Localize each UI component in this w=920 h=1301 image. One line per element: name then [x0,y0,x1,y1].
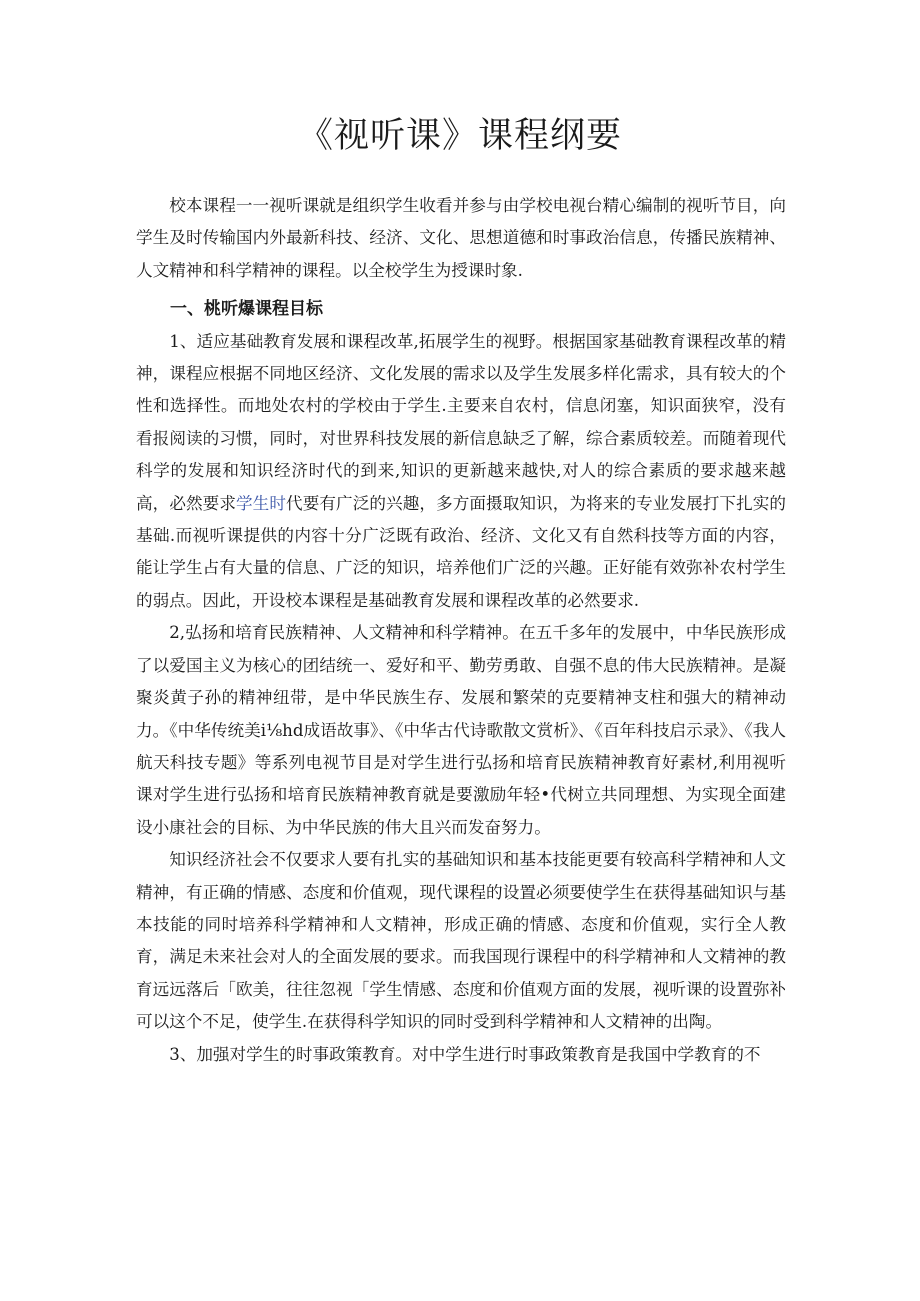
paragraph-3: 知识经济社会不仅要求人要有扎实的基础知识和基本技能更要有较高科学精神和人文精神，有正确的情感、态度和价值观，现代课程的设置必须要使学生在获得基础知识与基本技能的同时培养科学精神和人文精神，形成正确的情感、态度和价值观，实行全人教育，满足未来社会对人的全面发展的要求。而我国现行课程中的科学精神和人文精神的教育远远落后「欧美，往往忽视「学生情感、态度和价值观方面的发展，视听课的设置弥补可以这个不足，使学生.在获得科学知识的同时受到科学精神和人文精神的出陶。 [136,850,786,1032]
paragraph-2: 2,弘扬和培育民族精神、人文精神和科学精神。在五千多年的发展中，中华民族形成了以爱国主义为核心的团结统一、爱好和平、勤劳勇敢、自强不息的伟大民族精神。是凝聚炎黄子孙的精神纽带，是中华民族生存、发展和繁荣的克要精神支柱和强大的精神动力。《中华传统美i⅛hd成语故事》、《中华古代诗歌散文赏析》、《百年科技启示录》、《我人航天科技专题》等系列电视节目是对学生进行弘扬和培育民族精神教育好素材,利用视听课对学生进行弘扬和培育民族精神教育就是要激励年轻•代树立共同理想、为实现全面建设小康社会的目标、为中华民族的伟大且兴而发奋努力。 [136,623,786,837]
paragraph-1-text-a: 1、适应基础教育发展和课程改革,拓展学生的视野。根据国家基础教育课程改革的精神，课程应根据不同地区经济、文化发展的需求以及学生发展多样化需求，具有较大的个性和选择性。而地处农村的学校由于学生.主要来自农村，信息闭塞，知识面狭窄，没有看报阅读的习惯，同时，对世界科技发展的新信息缺乏了解，综合素质较差。而随着现代科学的发展和知识经济时代的到来,知识的更新越来越快,对人的综合素质的要求越来越高，必然要求 [136,331,786,513]
document-title: 《视听课》课程纲要 [297,116,622,156]
paragraph-1-text-b: 代要有广泛的兴趣，多方面摄取知识，为将来的专业发展打下扎实的基础.而视听课提供的内容十分广泛既有政治、经济、文化又有自然科技等方面的内容，能让学生占有大量的信息、广泛的知识，培养他们广泛的兴趣。正好能有效弥补农村学生的弱点。因此，开设校本课程是基础教育发展和课程改革的必然要求. [136,493,787,610]
intro-paragraph: 校本课程一一视听课就是组织学生收看并参与由学校电视台精心编制的视听节目，向学生及时传输国内外最新科技、经济、文化、思想道德和时事政治信息，传播民族精神、人文精神和科学精神的课程。以全校学生为授课时象. [136,196,786,280]
section-heading: 一、桃听爆课程目标 [170,299,323,320]
paragraph-1 [136,326,786,618]
document-body [136,190,786,1071]
paragraph-4: 3、加强对学生的时事政策教育。对中学生进行时事政策教育是我国中学教育的不 [169,1044,761,1064]
highlighted-text: 学生时 [236,493,287,513]
